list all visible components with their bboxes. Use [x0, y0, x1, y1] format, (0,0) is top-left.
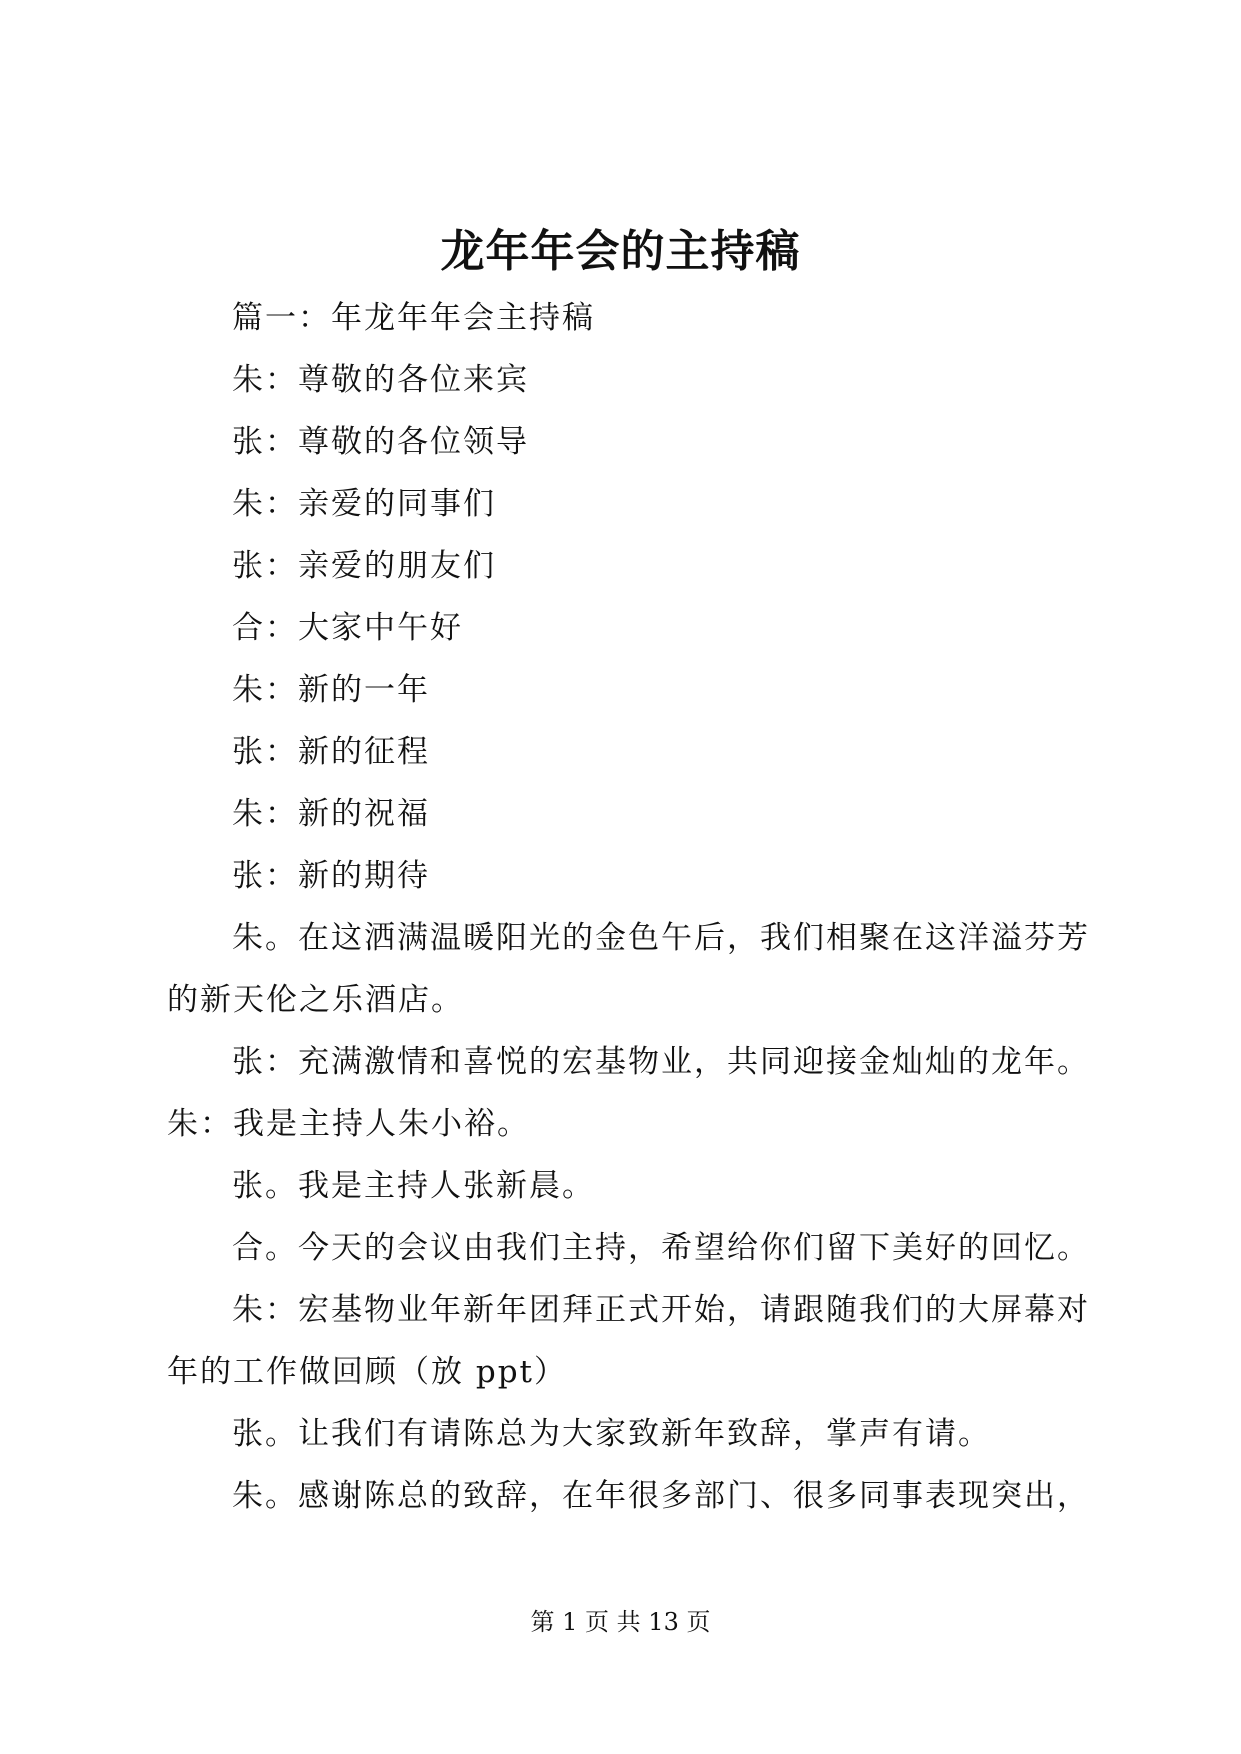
text-line-4: 朱：亲爱的同事们 — [232, 486, 496, 522]
text-line-12: 的新天伦之乐酒店。 — [167, 982, 464, 1018]
text-line-19: 张。让我们有请陈总为大家致新年致辞，掌声有请。 — [232, 1416, 991, 1452]
text-line-3: 张：尊敬的各位领导 — [232, 424, 529, 460]
text-line-9: 朱：新的祝福 — [232, 796, 430, 832]
text-line-17: 朱：宏基物业年新年团拜正式开始，请跟随我们的大屏幕对 — [232, 1292, 1090, 1328]
text-line-7: 朱：新的一年 — [232, 672, 430, 708]
text-line-20: 朱。感谢陈总的致辞，在年很多部门、很多同事表现突出， — [232, 1478, 1090, 1514]
text-line-16: 合。今天的会议由我们主持，希望给你们留下美好的回忆。 — [232, 1230, 1090, 1266]
text-line-11: 朱。在这洒满温暖阳光的金色午后，我们相聚在这洋溢芬芳 — [232, 920, 1090, 956]
document-title: 龙年年会的主持稿 — [440, 226, 801, 277]
text-line-6: 合：大家中午好 — [232, 610, 463, 646]
text-line-18: 年的工作做回顾（放 ppt） — [167, 1354, 567, 1390]
text-line-10: 张：新的期待 — [232, 858, 430, 894]
page-footer: 第 1 页 共 13 页 — [530, 1608, 711, 1636]
text-line-15: 张。我是主持人张新晨。 — [232, 1168, 595, 1204]
text-line-2: 朱：尊敬的各位来宾 — [232, 362, 529, 398]
text-line-14: 朱：我是主持人朱小裕。 — [167, 1106, 530, 1142]
text-line-1: 篇一：年龙年年会主持稿 — [232, 300, 595, 336]
text-line-13: 张：充满激情和喜悦的宏基物业，共同迎接金灿灿的龙年。 — [232, 1044, 1090, 1080]
text-line-5: 张：亲爱的朋友们 — [232, 548, 496, 584]
text-line-8: 张：新的征程 — [232, 734, 430, 770]
